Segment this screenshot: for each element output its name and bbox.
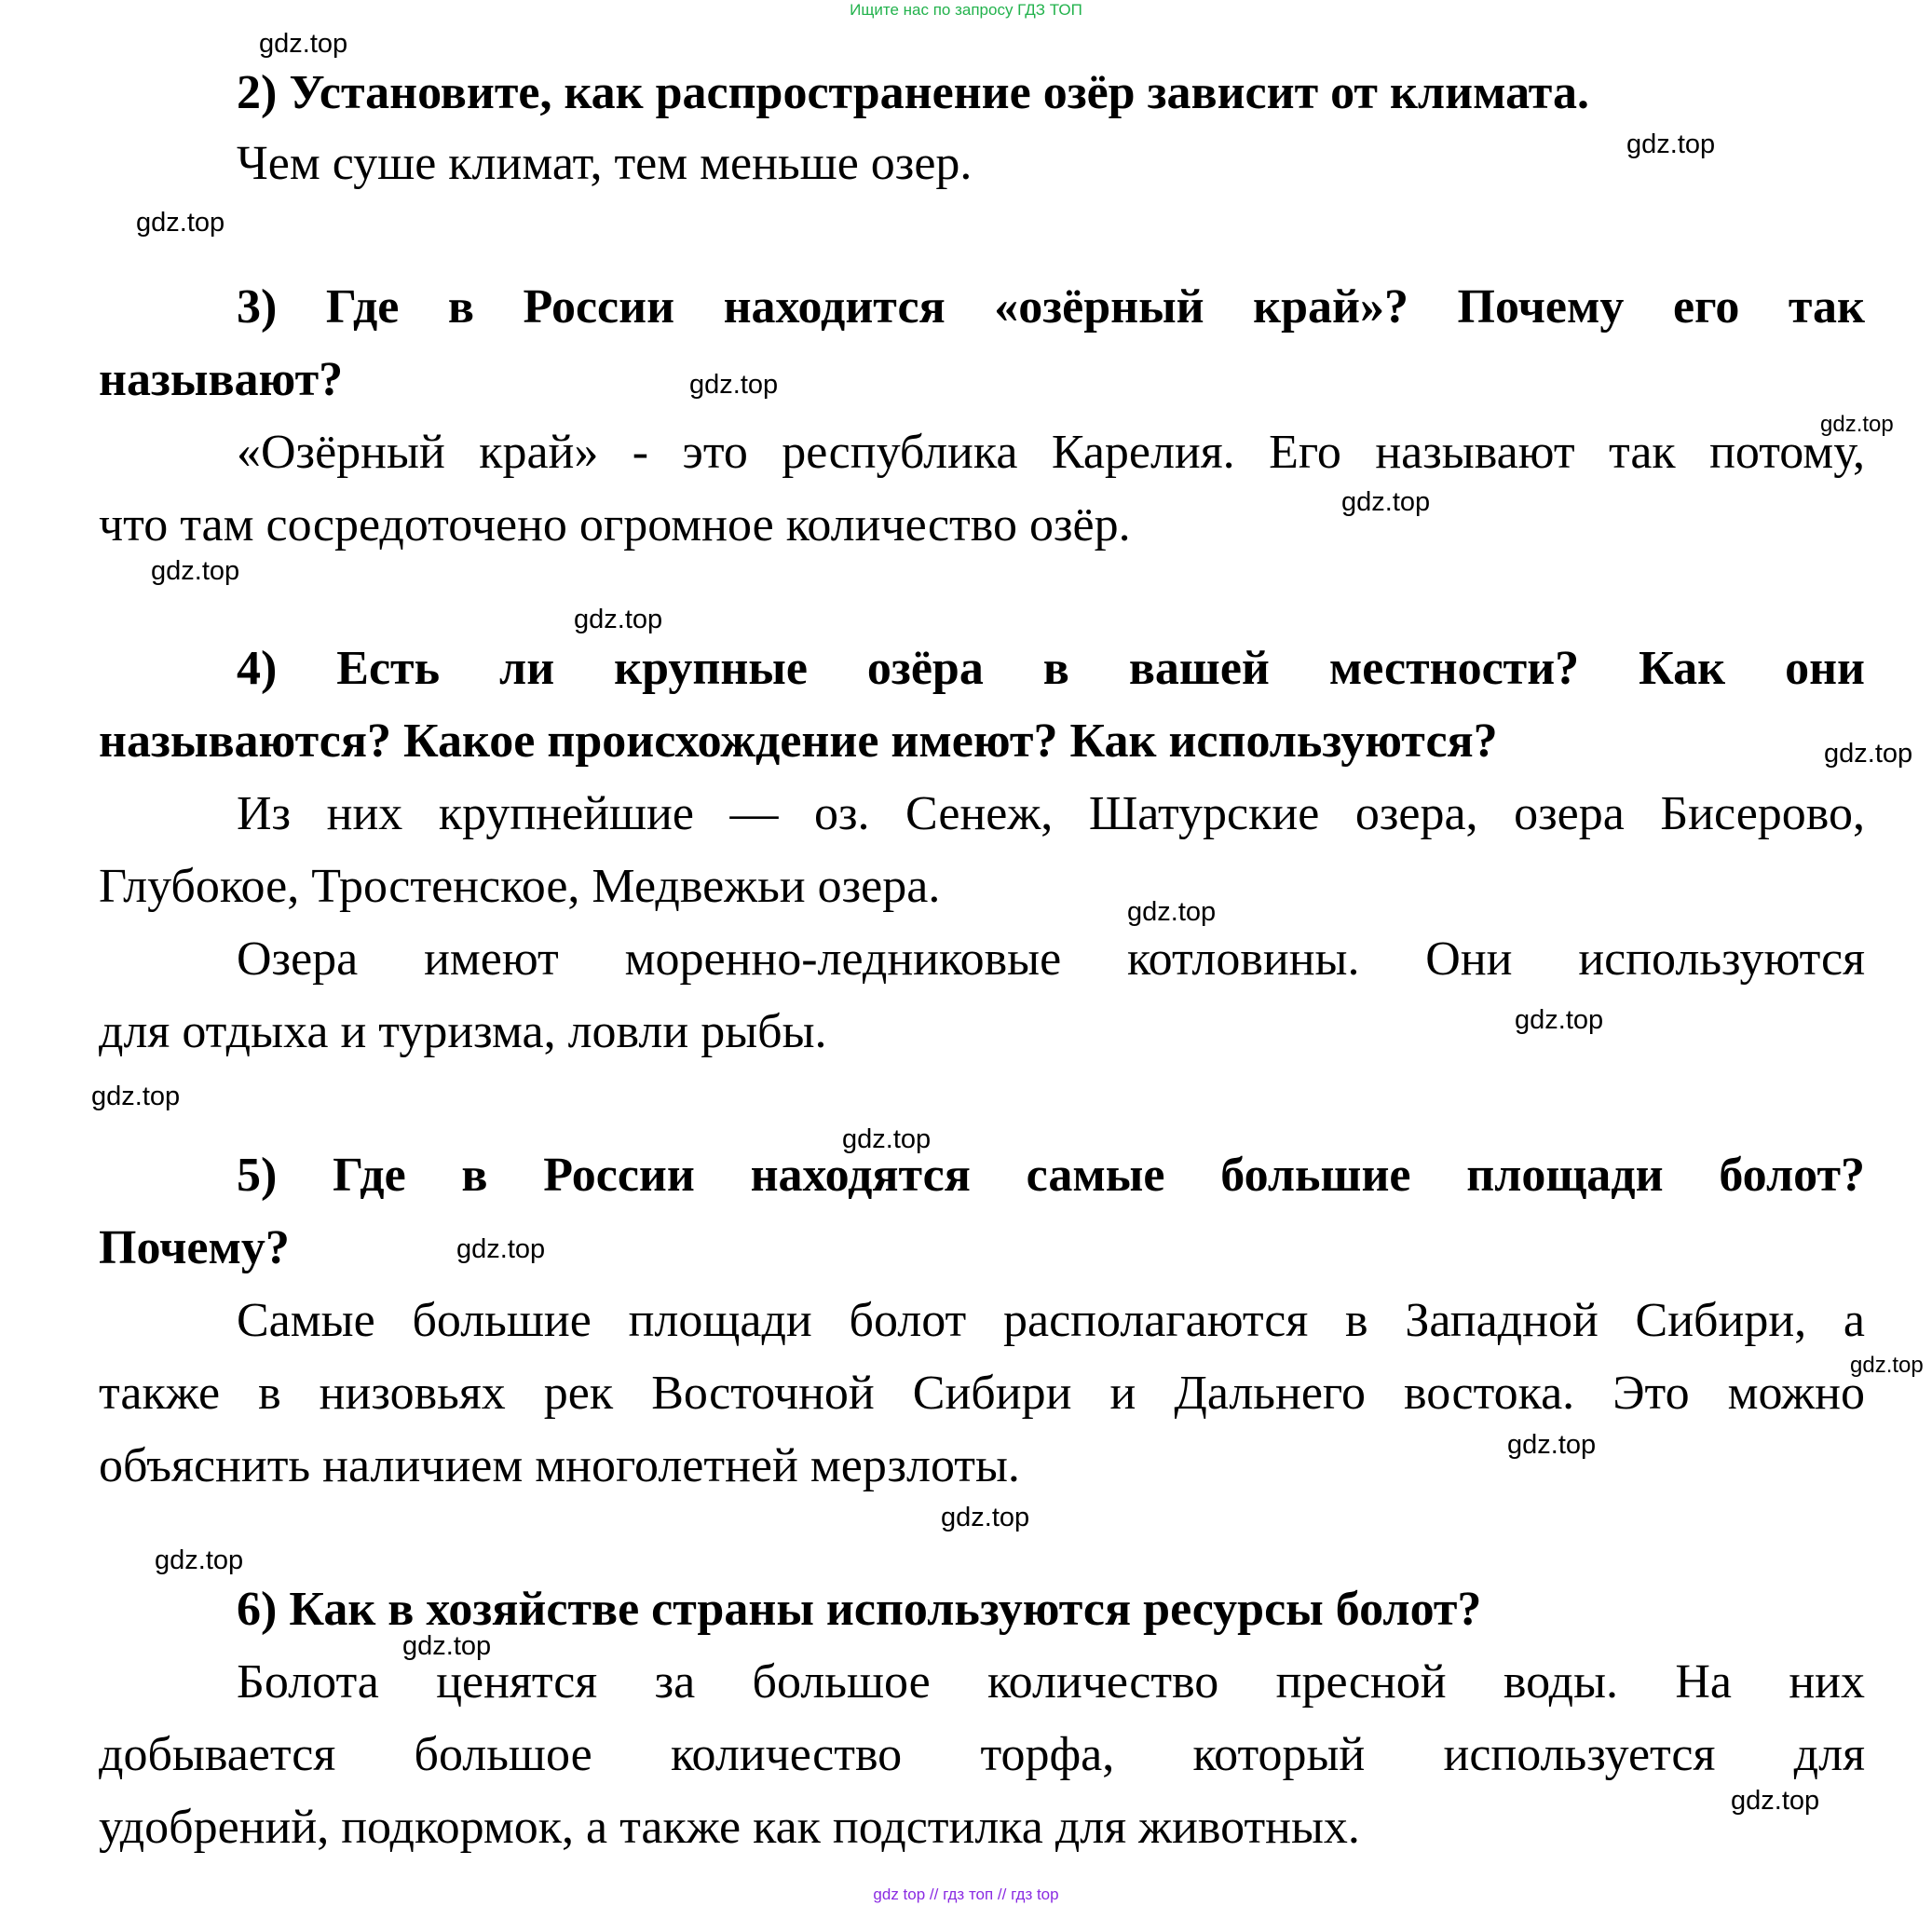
- watermark: gdz.top: [1127, 897, 1217, 927]
- answer-6-line-1: Болота ценятся за большое количество пресной воды. На них: [237, 1655, 1865, 1709]
- question-5-line-2: Почему?: [99, 1221, 290, 1274]
- answer-4b-line-2: для отдыха и туризма, ловли рыбы.: [99, 1005, 827, 1058]
- watermark: gdz.top: [151, 556, 240, 586]
- watermark: gdz.top: [941, 1503, 1030, 1532]
- question-4-line-1: 4) Есть ли крупные озёра в вашей местности? Как они: [237, 642, 1865, 695]
- question-5-line-1: 5) Где в России находятся самые большие площади болот?: [237, 1149, 1865, 1202]
- question-4-line-2: называются? Какое происхождение имеют? Как используются?: [99, 715, 1498, 768]
- footer-links: gdz top // гдз топ // гдз top: [873, 1886, 1059, 1903]
- answer-6-line-2: добывается большое количество торфа, который используется для: [99, 1728, 1865, 1781]
- answer-6-line-3: удобрений, подкормок, а также как подстилка для животных.: [99, 1801, 1360, 1854]
- watermark: gdz.top: [1515, 1005, 1604, 1035]
- watermark: gdz.top: [689, 370, 779, 400]
- watermark: gdz.top: [1626, 129, 1716, 159]
- watermark: gdz.top: [91, 1082, 181, 1111]
- watermark: gdz.top: [1850, 1353, 1924, 1378]
- answer-3-line-2: что там сосредоточено огромное количество озёр.: [99, 498, 1131, 551]
- answer-4a-line-2: Глубокое, Тростенское, Медвежьи озера.: [99, 860, 941, 913]
- watermark: gdz.top: [136, 208, 225, 238]
- answer-4a-line-1: Из них крупнейшие — оз. Сенеж, Шатурские озера, озера Бисерово,: [237, 787, 1865, 840]
- question-3-line-1: 3) Где в России находится «озёрный край»? Почему его так: [237, 280, 1865, 334]
- answer-5-line-1: Самые большие площади болот располагаются в Западной Сибири, а: [237, 1294, 1865, 1347]
- watermark: gdz.top: [155, 1545, 244, 1575]
- top-search-banner: Ищите нас по запросу ГДЗ ТОП: [850, 1, 1082, 19]
- watermark: gdz.top: [574, 605, 663, 634]
- watermark: gdz.top: [1341, 487, 1431, 517]
- watermark: gdz.top: [1824, 739, 1913, 769]
- watermark: gdz.top: [402, 1631, 492, 1661]
- watermark: gdz.top: [842, 1124, 932, 1154]
- answer-5-line-3: объяснить наличием многолетней мерзлоты.: [99, 1439, 1020, 1492]
- answer-2: Чем суше климат, тем меньше озер.: [237, 137, 973, 190]
- watermark: gdz.top: [1731, 1786, 1820, 1816]
- answer-5-line-2: также в низовьях рек Восточной Сибири и Дальнего востока. Это можно: [99, 1367, 1865, 1420]
- question-3-line-2: называют?: [99, 353, 344, 406]
- watermark: gdz.top: [1820, 412, 1894, 437]
- watermark: gdz.top: [259, 29, 348, 59]
- watermark: gdz.top: [456, 1234, 546, 1264]
- answer-4b-line-1: Озера имеют моренно-ледниковые котловины. Они используются: [237, 933, 1865, 986]
- watermark: gdz.top: [1507, 1430, 1597, 1460]
- question-6: 6) Как в хозяйстве страны используются ресурсы болот?: [237, 1583, 1482, 1636]
- question-2: 2) Установите, как распространение озёр зависит от климата.: [237, 66, 1589, 119]
- answer-3-line-1: «Озёрный край» - это республика Карелия. Его называют так потому,: [237, 426, 1865, 479]
